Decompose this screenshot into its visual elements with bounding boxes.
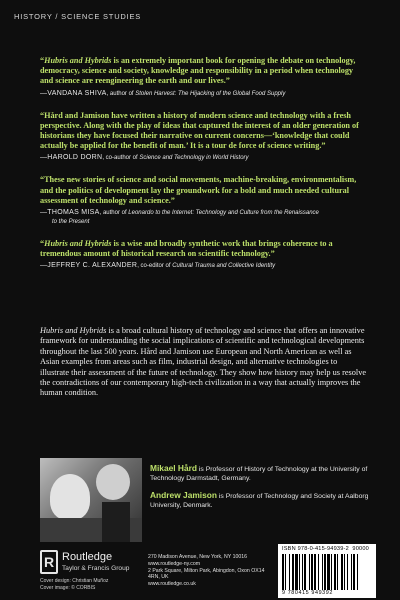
quote-role: , author of: [99, 210, 129, 217]
quote-text: [40, 239, 368, 259]
quote-attribution: [40, 89, 368, 99]
publisher-subtitle: Taylor & Francis Group: [62, 565, 130, 572]
quote-body: is a wise and broadly synthetic work that brings coherence to a tremendous amount of historical research on scientific technology.”: [40, 239, 333, 259]
quote-book-title: Hubris and Hybrids: [44, 56, 112, 65]
book-description: [40, 326, 368, 399]
address-line: 2 Park Square, Milton Park, Abingdon, Oxon OX14 4RN, UK: [148, 567, 265, 581]
quote-2: [40, 111, 368, 164]
quote-open: “: [40, 56, 45, 65]
barcode-number: 9 780415 949392: [282, 590, 333, 596]
quote-work: Cultural Trauma and Collective Identity: [172, 263, 276, 270]
quote-work-continued: to the Present: [52, 219, 90, 226]
quote-body: “These new stories of science and social movements, machine-breaking, environmentalism, and the politics of development lay the groundwork for a bold and much needed cultural assessment of technology and science.”: [40, 175, 357, 205]
isbn-label: [282, 546, 369, 552]
quote-attribution: [40, 208, 368, 227]
quote-author: —JEFFREY C. ALEXANDER: [40, 262, 138, 270]
credit-line: Cover design: Christian Muñoz: [40, 578, 109, 584]
price-code: 90000: [352, 546, 369, 552]
description-body: is a broad cultural history of technology and science that offers an innovative framework for understanding the social implications of scientific and technological developments throughout the last 500 years. Hård and Jamison use European and North American as well as Asian examples from areas such as film, industrial design, and alternative technologies to illustrate their assessment of the future of technology. They show how history may help us resolve the contradictions of our contemporary high-tech civilization in a way that actually improves the human condition.: [40, 326, 367, 398]
quote-author: —VANDANA SHIVA: [40, 89, 107, 97]
routledge-logo-icon: R: [40, 550, 58, 574]
credit-line: Cover image: © CORBIS: [40, 584, 96, 591]
address-line: 270 Madison Avenue, New York, NY 10016: [148, 554, 248, 560]
quote-work: Stolen Harvest: The Hijacking of the Global Food Supply: [135, 90, 286, 97]
author-bio-hard: [150, 464, 375, 483]
publisher-name: Routledge: [62, 551, 113, 563]
description-book-title: Hubris and Hybrids: [40, 326, 107, 335]
quote-role: , author of: [106, 90, 136, 97]
quote-text: [40, 56, 368, 87]
quote-work: Science and Technology in World History: [139, 155, 249, 162]
cover-credits: [40, 578, 150, 591]
quote-text: [40, 111, 368, 152]
author-bio-text: is Professor of Technology and Society at Aalborg University, Denmark.: [150, 493, 369, 509]
publisher-logo: [40, 550, 156, 574]
quote-role: , co-editor of: [137, 263, 173, 270]
endorsement-quotes: [40, 56, 368, 283]
author-bio-text: is Professor of History of Technology at the University of Technology Darmstadt, Germany.: [150, 466, 368, 482]
series-label: HISTORY / SCIENCE STUDIES: [14, 12, 142, 21]
isbn-number: ISBN 978-0-415-94939-2: [282, 546, 349, 552]
quote-1: [40, 56, 368, 99]
quote-body: is an extremely important book for opening the debate on technology, democracy, science and society, knowledge and responsibility in a period when technology and science are reengineering the earth and our lives.”: [40, 56, 356, 86]
barcode-icon: [282, 554, 372, 590]
quote-text: [40, 175, 368, 206]
quote-author: —HAROLD DORN: [40, 154, 103, 162]
address-line: www.routledge-ny.com: [148, 560, 201, 567]
author-photo: [40, 458, 142, 542]
author-name: Andrew Jamison: [150, 490, 218, 501]
quote-attribution: [40, 153, 368, 163]
quote-role: , co-author of: [102, 155, 140, 162]
author-bios: [150, 464, 375, 518]
isbn-barcode: [278, 544, 376, 598]
quote-work: Leonardo to the Internet: Technology and Culture from the Renaissance: [128, 210, 319, 217]
author-bio-jamison: [150, 491, 375, 510]
quote-body: “Hård and Jamison have written a history of modern science and technology with a fresh perspective. Along with the play of ideas that captured the interest of an older generation of historians they have focused their narrative on current concerns—‘knowledge that could actually be applied for the benefit of man.’ It is a tour de force of science writing.”: [40, 110, 359, 151]
address-line: www.routledge.co.uk: [148, 581, 196, 588]
quote-open: “: [40, 239, 45, 249]
quote-author: —THOMAS MISA: [40, 209, 100, 217]
author-name: Mikael Hård: [150, 463, 198, 473]
publisher-address: [148, 554, 273, 588]
quote-attribution: [40, 261, 368, 271]
quote-book-title: Hubris and Hybrids: [44, 239, 112, 249]
quote-4: [40, 239, 368, 271]
quote-3: [40, 175, 368, 227]
